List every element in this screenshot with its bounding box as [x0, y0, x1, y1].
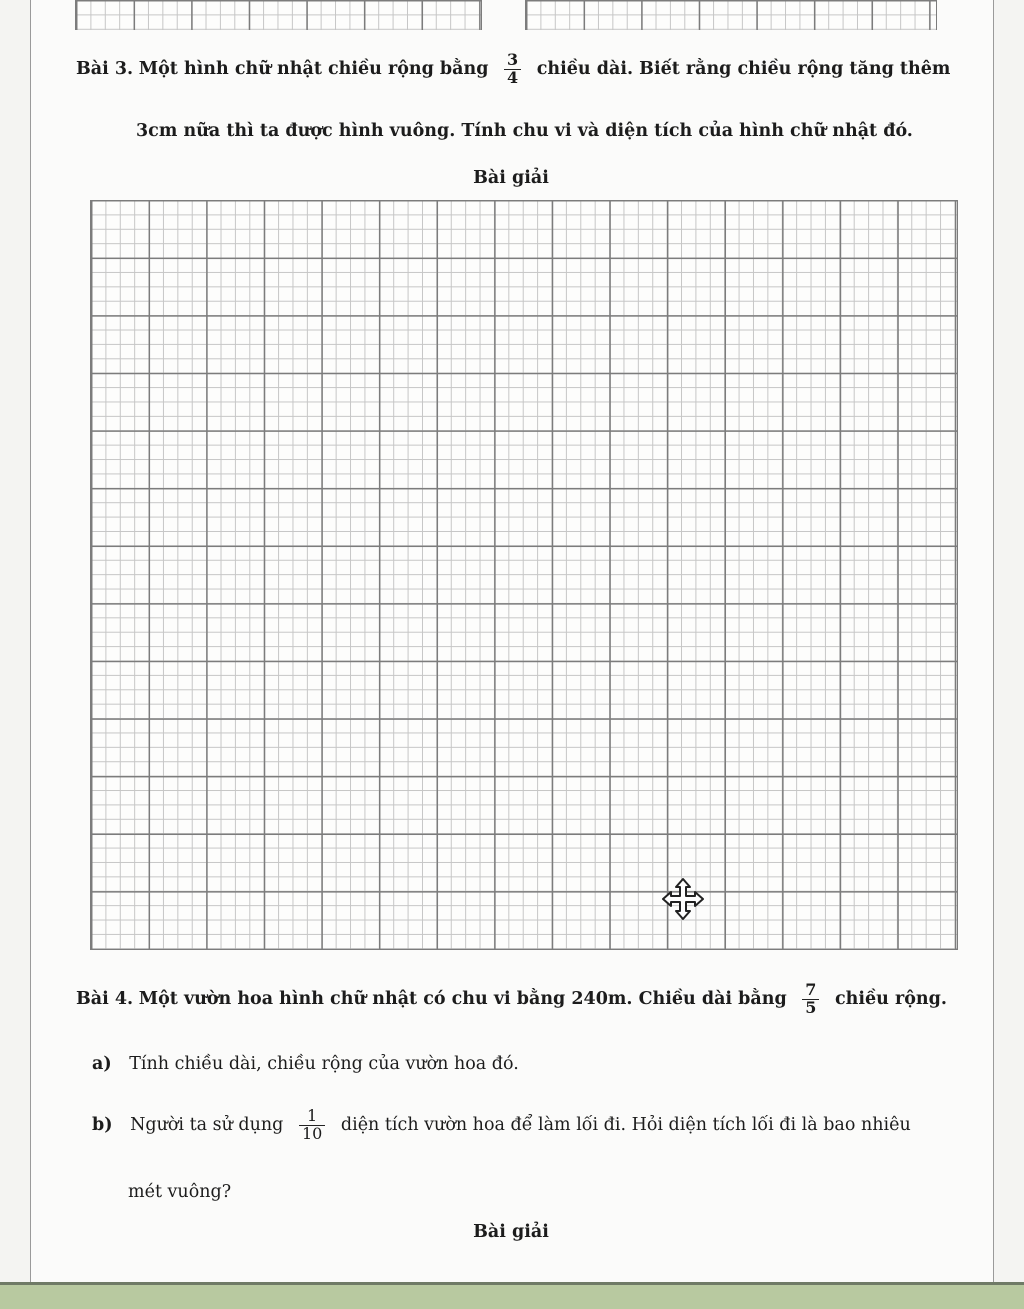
bai3-title: Bài 3.: [76, 58, 134, 79]
bai3-solution-heading: Bài giải: [473, 168, 549, 188]
bai4-part-b-fraction-numerator: 1: [299, 1108, 325, 1126]
bai3-text-before-fraction: Một hình chữ nhật chiều rộng bằng: [138, 58, 489, 79]
bai3-fraction-denominator: 4: [507, 67, 519, 87]
bai3-answer-grid[interactable]: [90, 200, 958, 950]
bai4-part-a: [92, 1054, 519, 1074]
bai4-part-b-fraction: [299, 1108, 325, 1143]
bai4-text-after-fraction: chiều rộng.: [835, 988, 947, 1009]
bai4-text-before-fraction: Một vườn hoa hình chữ nhật có chu vi bằng 240m. Chiều dài bằng: [138, 988, 787, 1009]
bai4-question-line1: [76, 982, 947, 1017]
bai4-part-a-label: a): [92, 1054, 112, 1074]
window-bottom-bar: [0, 1282, 1024, 1309]
bai4-fraction-denominator: 5: [805, 997, 817, 1017]
bai3-fraction: [504, 52, 521, 87]
bai4-title: Bài 4.: [76, 988, 134, 1009]
answer-grid-previous-left: [75, 0, 482, 30]
bai3-fraction-numerator: 3: [504, 52, 521, 70]
bai4-part-b-label: b): [92, 1114, 113, 1135]
bai4-solution-heading: Bài giải: [473, 1222, 549, 1242]
bai4-fraction: [802, 982, 819, 1017]
bai4-part-a-text: Tính chiều dài, chiều rộng của vườn hoa đó.: [129, 1054, 519, 1074]
bai4-fraction-numerator: 7: [802, 982, 819, 1000]
bai3-question-line2: 3cm nữa thì ta được hình vuông. Tính chu vi và diện tích của hình chữ nhật đó.: [136, 121, 913, 141]
bai3-text-after-fraction: chiều dài. Biết rằng chiều rộng tăng thêm: [536, 58, 951, 79]
bai4-part-b-text-before: Người ta sử dụng: [130, 1114, 284, 1135]
answer-grid-previous-right: [525, 0, 937, 30]
bai4-part-b-line1: [92, 1108, 911, 1143]
bai4-part-b-line2: mét vuông?: [128, 1182, 232, 1202]
bai4-part-b-fraction-denominator: 10: [301, 1123, 323, 1143]
bai4-part-b-text-after: diện tích vườn hoa để làm lối đi. Hỏi diện tích lối đi là bao nhiêu: [340, 1114, 911, 1135]
bai3-question-line1: [76, 52, 950, 87]
move-cursor-icon: [660, 876, 706, 922]
